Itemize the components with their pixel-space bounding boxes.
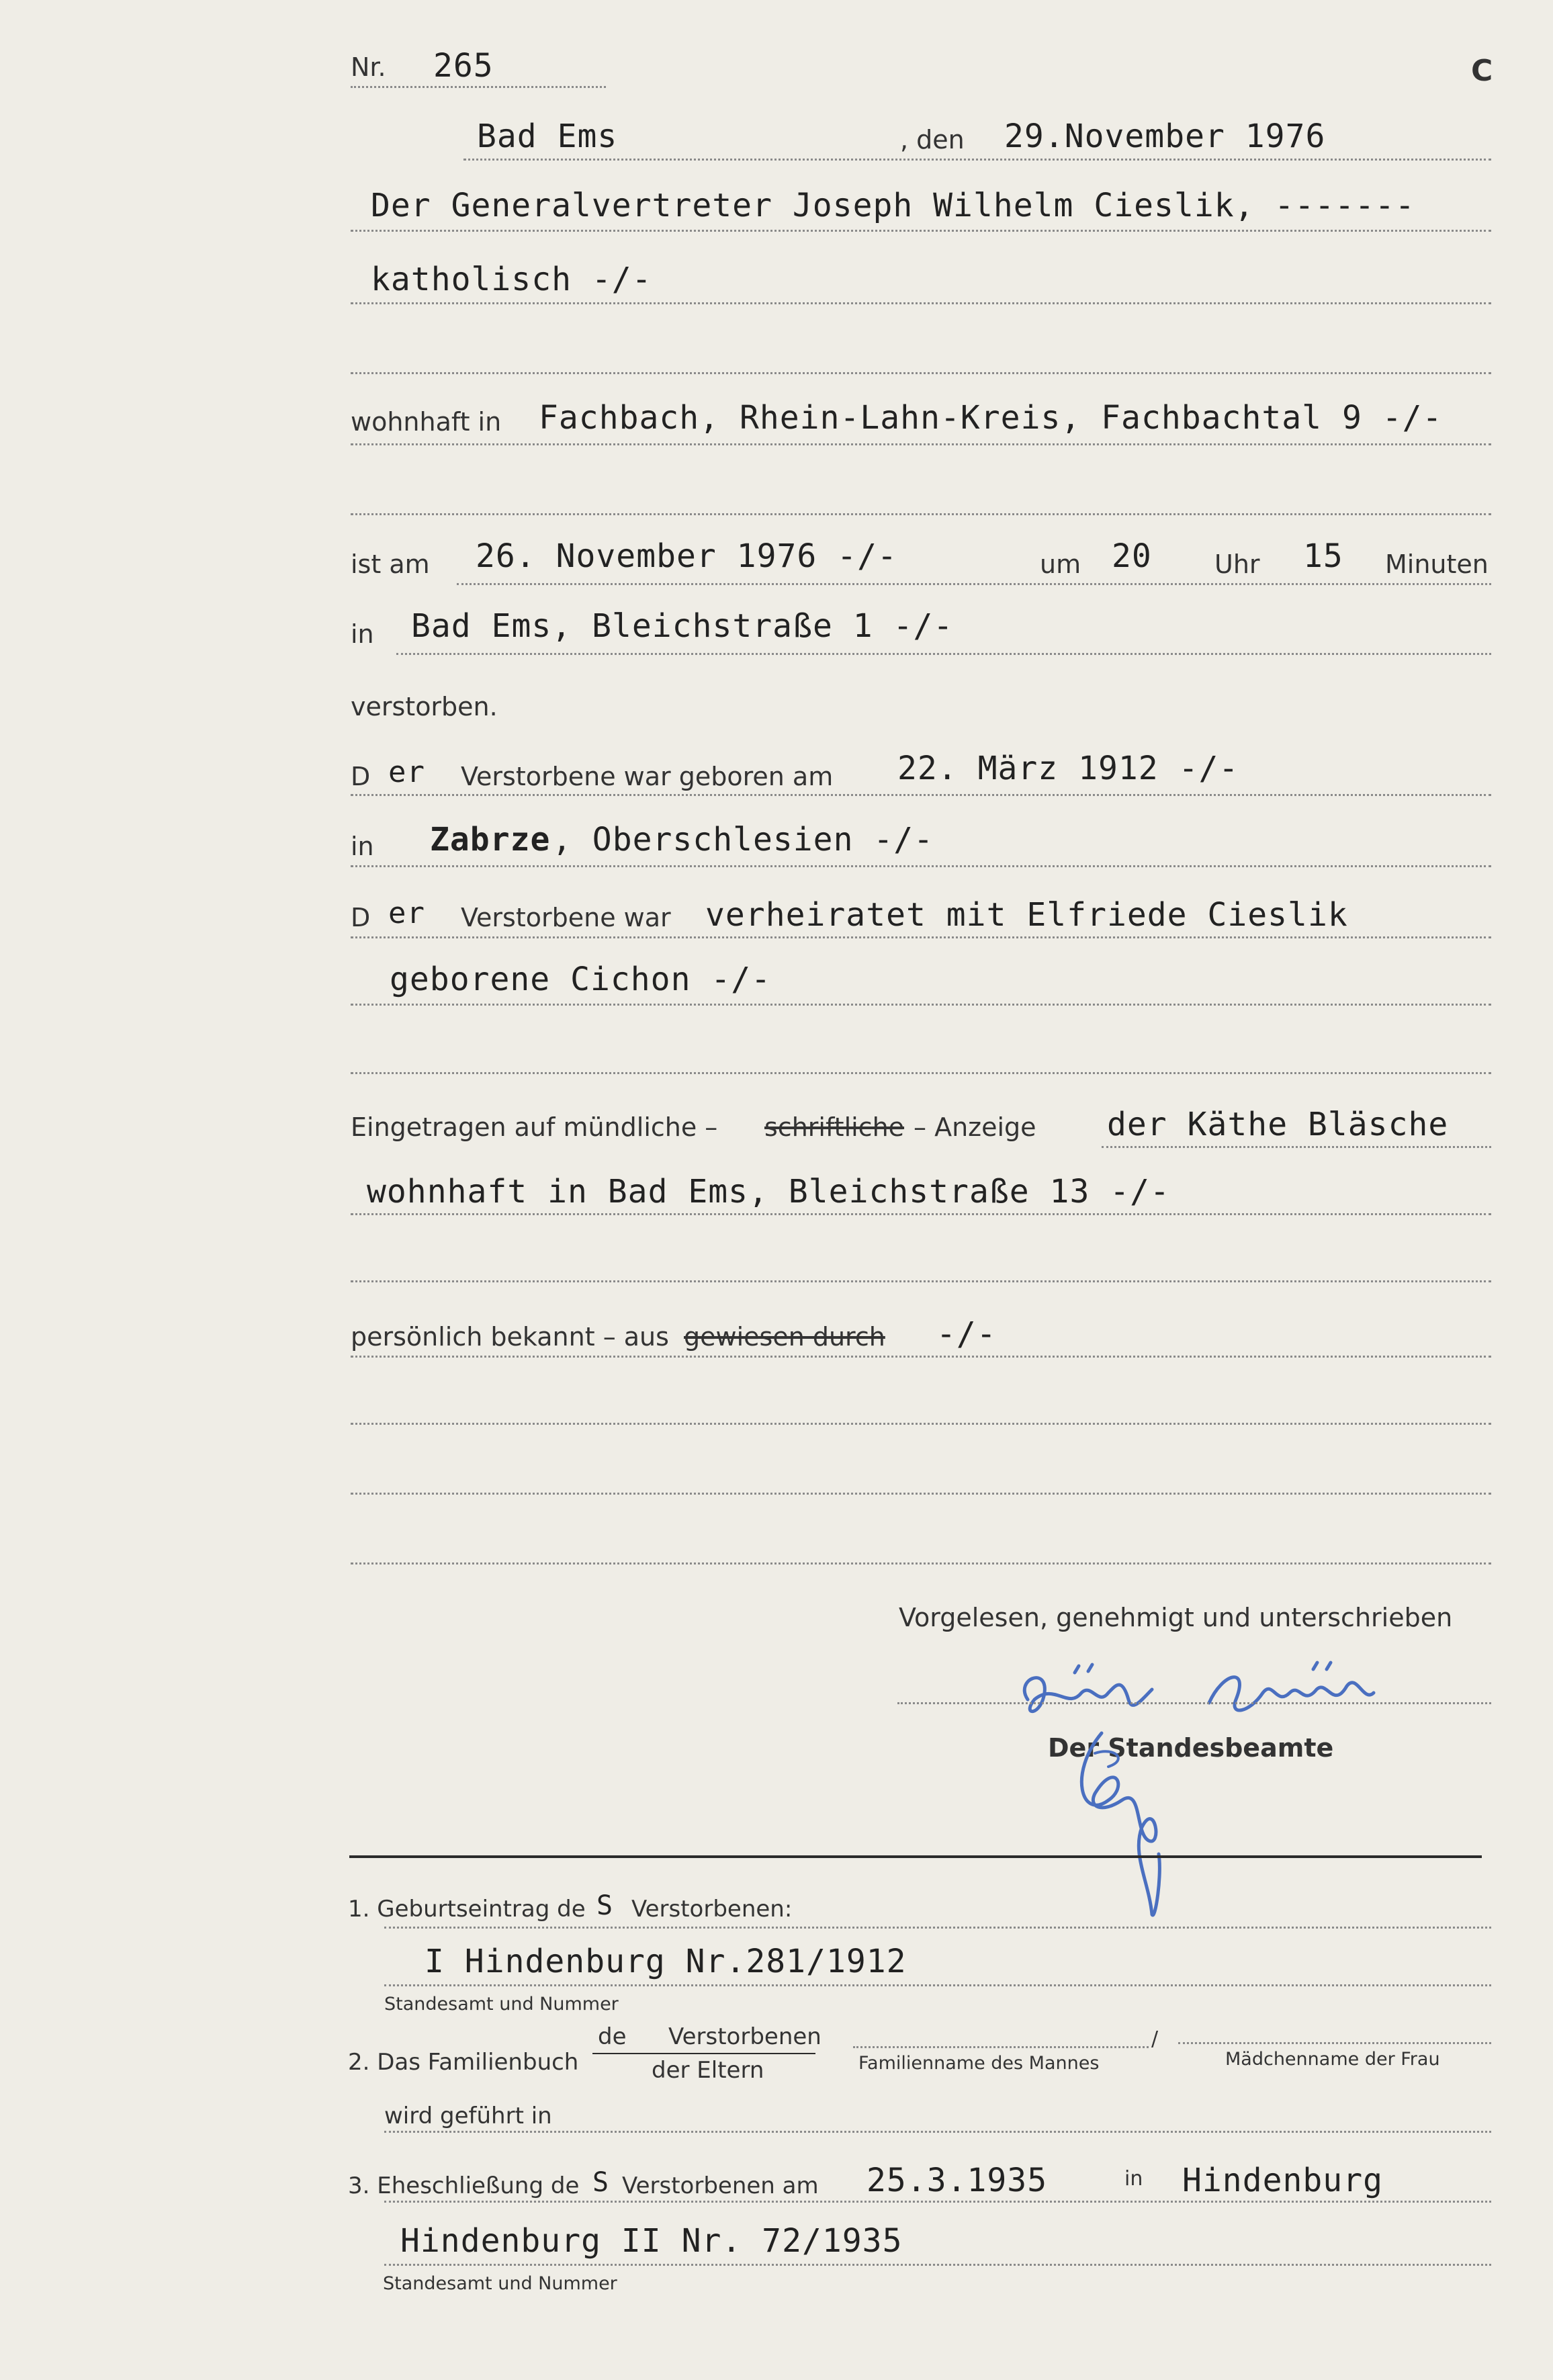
marital-value: verheiratet mit Elfriede Cieslik: [705, 896, 1348, 934]
fraction-bar: [592, 2053, 815, 2054]
marital-prefix-er: er: [388, 896, 425, 930]
marriage-record-ref: Hindenburg II Nr. 72/1935: [400, 2222, 903, 2260]
birth-place-rest: , Oberschlesien -/-: [552, 821, 934, 858]
dotted-line: [1178, 2042, 1491, 2044]
dotted-line: [351, 1423, 1491, 1425]
residence-label: wohnhaft in: [351, 407, 502, 437]
informant-address: wohnhaft in Bad Ems, Bleichstraße 13 -/-: [367, 1173, 1170, 1210]
birth-prefix-er: er: [388, 755, 425, 789]
husband-surname-label: Familienname des Mannes: [858, 2053, 1100, 2074]
death-hour: 20: [1112, 537, 1152, 575]
marital-label: Verstorbene war: [461, 903, 671, 932]
note2-label: 2. Das Familienbuch: [348, 2049, 579, 2076]
note3-sub: Standesamt und Nummer: [383, 2273, 617, 2294]
note3-label-b: Verstorbenen am: [622, 2172, 819, 2199]
signature-dotted-line: [897, 1702, 1491, 1704]
registrar-signature: [1055, 1720, 1196, 1921]
marital-prefix-d: D: [351, 903, 371, 932]
birth-prefix-d: D: [351, 762, 371, 791]
dotted-line: [351, 372, 1491, 374]
note1-sub: Standesamt und Nummer: [384, 1994, 619, 2015]
note1-s: S: [596, 1890, 614, 1921]
note2-frac-de: de: [598, 2023, 627, 2050]
dotted-line: [351, 230, 1491, 232]
nr-label: Nr.: [351, 52, 386, 82]
ist-am-label: ist am: [351, 549, 430, 579]
note2-kept-in: wird geführt in: [384, 2103, 552, 2129]
minuten-label: Minuten: [1385, 549, 1489, 579]
identity-label-a: persönlich bekannt – aus: [351, 1322, 669, 1352]
dotted-line: [351, 443, 1491, 445]
dotted-line: [384, 1984, 1491, 1986]
identity-label-struck: gewiesen durch: [684, 1322, 885, 1352]
read-approved-label: Vorgelesen, genehmigt und unterschrieben: [899, 1603, 1453, 1632]
residence-value: Fachbach, Rhein-Lahn-Kreis, Fachbachtal 9 -/-: [539, 399, 1443, 437]
dotted-line: [853, 2046, 1149, 2048]
note2-frac-verstorbenen: Verstorbenen: [668, 2023, 822, 2050]
dotted-line: [384, 1927, 1491, 1929]
dotted-line: [384, 2264, 1491, 2266]
report-label-b: – Anzeige: [914, 1112, 1036, 1142]
dotted-line: [351, 1493, 1491, 1495]
note3-label-a: 3. Eheschließung de: [348, 2172, 580, 2199]
dotted-line: [457, 583, 1491, 585]
identity-value: -/-: [936, 1315, 997, 1353]
dotted-line: [351, 794, 1491, 796]
uhr-label: Uhr: [1214, 549, 1260, 579]
dotted-line: [351, 1562, 1491, 1564]
religion: katholisch -/-: [371, 261, 652, 298]
note1-label-a: 1. Geburtseintrag de: [348, 1896, 586, 1923]
place-of-record: Bad Ems: [477, 118, 618, 155]
verstorben-text: verstorben.: [351, 692, 498, 721]
dotted-line: [351, 1072, 1491, 1074]
dotted-line: [384, 2131, 1491, 2133]
spouse-birth-name: geborene Cichon -/-: [390, 961, 772, 998]
death-minutes: 15: [1303, 537, 1343, 575]
dotted-line: [396, 653, 1491, 655]
birth-date: 22. März 1912 -/-: [897, 750, 1239, 787]
death-place: Bad Ems, Bleichstraße 1 -/-: [411, 607, 954, 645]
informant-name: der Käthe Bläsche: [1107, 1106, 1449, 1143]
dotted-line: [351, 1280, 1491, 1282]
note3-s: S: [592, 2167, 610, 2198]
dotted-line: [351, 86, 606, 88]
dotted-line: [351, 302, 1491, 304]
corner-letter: C: [1471, 54, 1493, 88]
person-line: Der Generalvertreter Joseph Wilhelm Cieslik, -------: [371, 187, 1415, 224]
dotted-line: [351, 1356, 1491, 1358]
um-label: um: [1040, 549, 1081, 579]
note1-label-b: Verstorbenen:: [631, 1896, 793, 1923]
dotted-line: [384, 2201, 1491, 2203]
birth-label: Verstorbene war geboren am: [461, 762, 834, 791]
marriage-date: 25.3.1935: [867, 2162, 1048, 2199]
marriage-place: Hindenburg: [1182, 2162, 1383, 2199]
note2-slash: /: [1151, 2027, 1159, 2051]
report-label-a: Eingetragen auf mündliche –: [351, 1112, 718, 1142]
dotted-line: [351, 1004, 1491, 1006]
dotted-line: [351, 513, 1491, 515]
dotted-line: [1102, 1146, 1491, 1148]
entry-number: 265: [433, 47, 494, 85]
in-label: in: [351, 619, 374, 649]
dotted-line: [351, 865, 1491, 867]
den-label: , den: [900, 125, 965, 155]
death-date: 26. November 1976 -/-: [476, 537, 897, 575]
registrar-label: Der Standesbeamte: [1048, 1733, 1334, 1763]
dotted-line: [351, 1213, 1491, 1215]
section-divider: [349, 1855, 1482, 1858]
record-date: 29.November 1976: [1004, 118, 1326, 155]
report-label-struck: schriftliche: [764, 1112, 905, 1142]
note3-in: in: [1124, 2167, 1143, 2191]
birth-place-bold: Zabrze: [430, 821, 551, 858]
dotted-line: [463, 159, 1491, 161]
birth-in-label: in: [351, 832, 374, 861]
birth-record-ref: I Hindenburg Nr.281/1912: [425, 1943, 907, 1980]
dotted-line: [351, 936, 1491, 938]
note2-frac-eltern: der Eltern: [652, 2057, 764, 2084]
maiden-name-label: Mädchenname der Frau: [1225, 2049, 1440, 2070]
